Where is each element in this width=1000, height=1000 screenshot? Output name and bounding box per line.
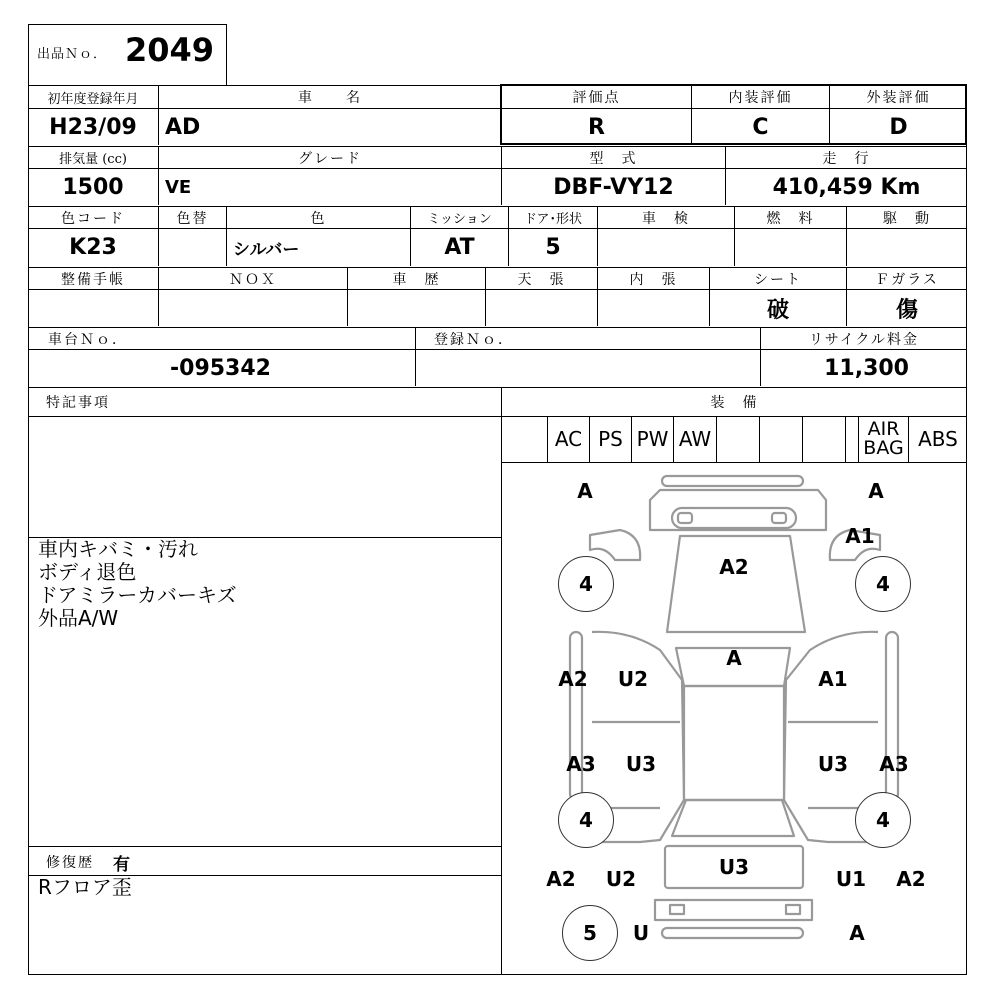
displacement-label: 排気量 (cc) bbox=[28, 146, 158, 168]
damage-code: U bbox=[632, 921, 650, 945]
damage-code: A3 bbox=[566, 752, 596, 776]
grade-score-value: R bbox=[501, 108, 691, 145]
displacement-value: 1500 bbox=[28, 168, 158, 205]
equipment-pw: PW bbox=[631, 416, 673, 462]
tire-spare: 5 bbox=[562, 905, 618, 961]
damage-code: U2 bbox=[617, 667, 649, 691]
windshield-shape bbox=[667, 536, 805, 632]
model-label: 型 式 bbox=[501, 146, 725, 168]
damage-code: A2 bbox=[558, 667, 588, 691]
damage-code: A2 bbox=[896, 867, 926, 891]
mileage-value: 410,459 Km bbox=[725, 168, 967, 205]
notes-list bbox=[38, 538, 488, 630]
rear-bumper-shape bbox=[655, 900, 812, 920]
seat-value: 破 bbox=[709, 289, 846, 326]
grade-label: グレード bbox=[158, 146, 501, 168]
car-name-value: AD bbox=[158, 108, 501, 145]
exterior-label: 外装評価 bbox=[829, 86, 967, 108]
reg-no-value bbox=[415, 349, 760, 386]
mission-label: ミッション bbox=[410, 206, 508, 228]
tire-front-right: 4 bbox=[855, 556, 911, 612]
front-bumper-shape bbox=[662, 476, 803, 486]
maintenance-value bbox=[28, 289, 158, 326]
damage-code: U1 bbox=[835, 867, 867, 891]
equipment-label: 装 備 bbox=[501, 387, 967, 416]
notes-label: 特記事項 bbox=[28, 387, 501, 416]
fuel-label: 燃 料 bbox=[734, 206, 846, 228]
note-line: 車内キバミ・汚れ bbox=[38, 537, 198, 561]
repair-value: 有 bbox=[113, 855, 130, 875]
damage-code: A bbox=[868, 479, 884, 503]
grade-value: VE bbox=[158, 168, 501, 205]
interior-trim-label: 内 張 bbox=[597, 267, 709, 289]
color-label: 色 bbox=[226, 206, 410, 228]
damage-code: A bbox=[577, 479, 593, 503]
f-glass-value: 傷 bbox=[846, 289, 967, 326]
mileage-label: 走 行 bbox=[725, 146, 967, 168]
equipment-slot bbox=[802, 416, 845, 462]
damage-code: A3 bbox=[879, 752, 909, 776]
fuel-value bbox=[734, 228, 846, 266]
car-name-label: 車 名 bbox=[158, 86, 501, 108]
color-change-label: 色替 bbox=[158, 206, 226, 228]
nox-value bbox=[158, 289, 347, 326]
equipment-slot bbox=[759, 416, 802, 462]
roof-value bbox=[485, 289, 597, 326]
equipment-row bbox=[501, 416, 967, 462]
interior-trim-value bbox=[597, 289, 709, 326]
rear-window-shape bbox=[672, 800, 794, 836]
reg-no-label: 登録Ｎｏ． bbox=[415, 327, 760, 349]
seat-label: シート bbox=[709, 267, 846, 289]
chassis-no-label: 車台Ｎｏ． bbox=[28, 327, 415, 349]
equipment-airbag: AIR BAG bbox=[858, 416, 908, 462]
left-front-fender-shape bbox=[590, 530, 640, 560]
damage-code: A2 bbox=[719, 555, 749, 579]
color-change-value bbox=[158, 228, 226, 266]
drive-label: 駆 動 bbox=[846, 206, 967, 228]
damage-code: A2 bbox=[546, 867, 576, 891]
tire-rear-right: 4 bbox=[855, 792, 911, 848]
equipment-slot bbox=[501, 416, 547, 462]
nox-label: ＮＯＸ bbox=[158, 267, 347, 289]
lot-number: 2049 bbox=[125, 31, 215, 69]
drive-value bbox=[846, 228, 967, 266]
damage-code: U3 bbox=[625, 752, 657, 776]
exterior-value: D bbox=[829, 108, 967, 145]
tire-front-left: 4 bbox=[558, 556, 614, 612]
equipment-ac: AC bbox=[547, 416, 589, 462]
color-code-value: K23 bbox=[28, 228, 158, 266]
grade-score-label: 評価点 bbox=[501, 86, 691, 108]
first-reg-label: 初年度登録年月 bbox=[47, 91, 139, 107]
inspection-value bbox=[597, 228, 734, 266]
damage-code: A bbox=[726, 646, 742, 670]
lot-label: 出品Ｎｏ． bbox=[37, 47, 108, 62]
damage-code: U2 bbox=[605, 867, 637, 891]
front-grille-shape bbox=[672, 508, 796, 528]
grade-block-frame bbox=[500, 84, 967, 145]
recycle-fee-label: リサイクル料金 bbox=[760, 327, 967, 349]
lot-box bbox=[28, 24, 227, 86]
note-line: ボディ退色 bbox=[38, 560, 137, 584]
note-line: 外品A/W bbox=[38, 606, 119, 630]
interior-value: C bbox=[691, 108, 829, 145]
roof-shape bbox=[684, 686, 784, 800]
chassis-no-value: -095342 bbox=[28, 349, 415, 386]
note-line: ドアミラーカバーキズ bbox=[38, 583, 237, 607]
damage-code: A1 bbox=[845, 524, 875, 548]
equipment-slot bbox=[716, 416, 759, 462]
equipment-ps: PS bbox=[589, 416, 631, 462]
mission-value: AT bbox=[410, 228, 508, 266]
roof-label: 天 張 bbox=[485, 267, 597, 289]
history-label: 車 歴 bbox=[347, 267, 485, 289]
interior-label: 内装評価 bbox=[691, 86, 829, 108]
model-value: DBF-VY12 bbox=[501, 168, 725, 205]
equipment-abs: ABS bbox=[908, 416, 967, 462]
repair-top-line bbox=[28, 846, 501, 847]
recycle-fee-value: 11,300 bbox=[760, 349, 967, 386]
f-glass-label: Ｆガラス bbox=[846, 267, 967, 289]
color-value: シルバー bbox=[226, 228, 410, 266]
equipment-aw: AW bbox=[673, 416, 716, 462]
damage-code: U3 bbox=[718, 855, 750, 879]
damage-code: U3 bbox=[817, 752, 849, 776]
maintenance-label: 整備手帳 bbox=[28, 267, 158, 289]
notes-top-line bbox=[28, 416, 501, 417]
history-value bbox=[347, 289, 485, 326]
door-shape-label: ドア･形状 bbox=[508, 206, 597, 228]
inspection-label: 車 検 bbox=[597, 206, 734, 228]
repair-detail: Rフロア歪 bbox=[38, 875, 132, 899]
first-reg-value: H23/09 bbox=[28, 108, 158, 145]
car-diagram bbox=[502, 463, 966, 974]
door-shape-value: 5 bbox=[508, 228, 597, 266]
damage-code: A1 bbox=[818, 667, 848, 691]
color-code-label: 色コード bbox=[28, 206, 158, 228]
equipment-slot bbox=[845, 416, 858, 462]
repair-label: 修復歴 bbox=[46, 855, 94, 871]
tire-rear-left: 4 bbox=[558, 792, 614, 848]
damage-code: A bbox=[849, 921, 865, 945]
